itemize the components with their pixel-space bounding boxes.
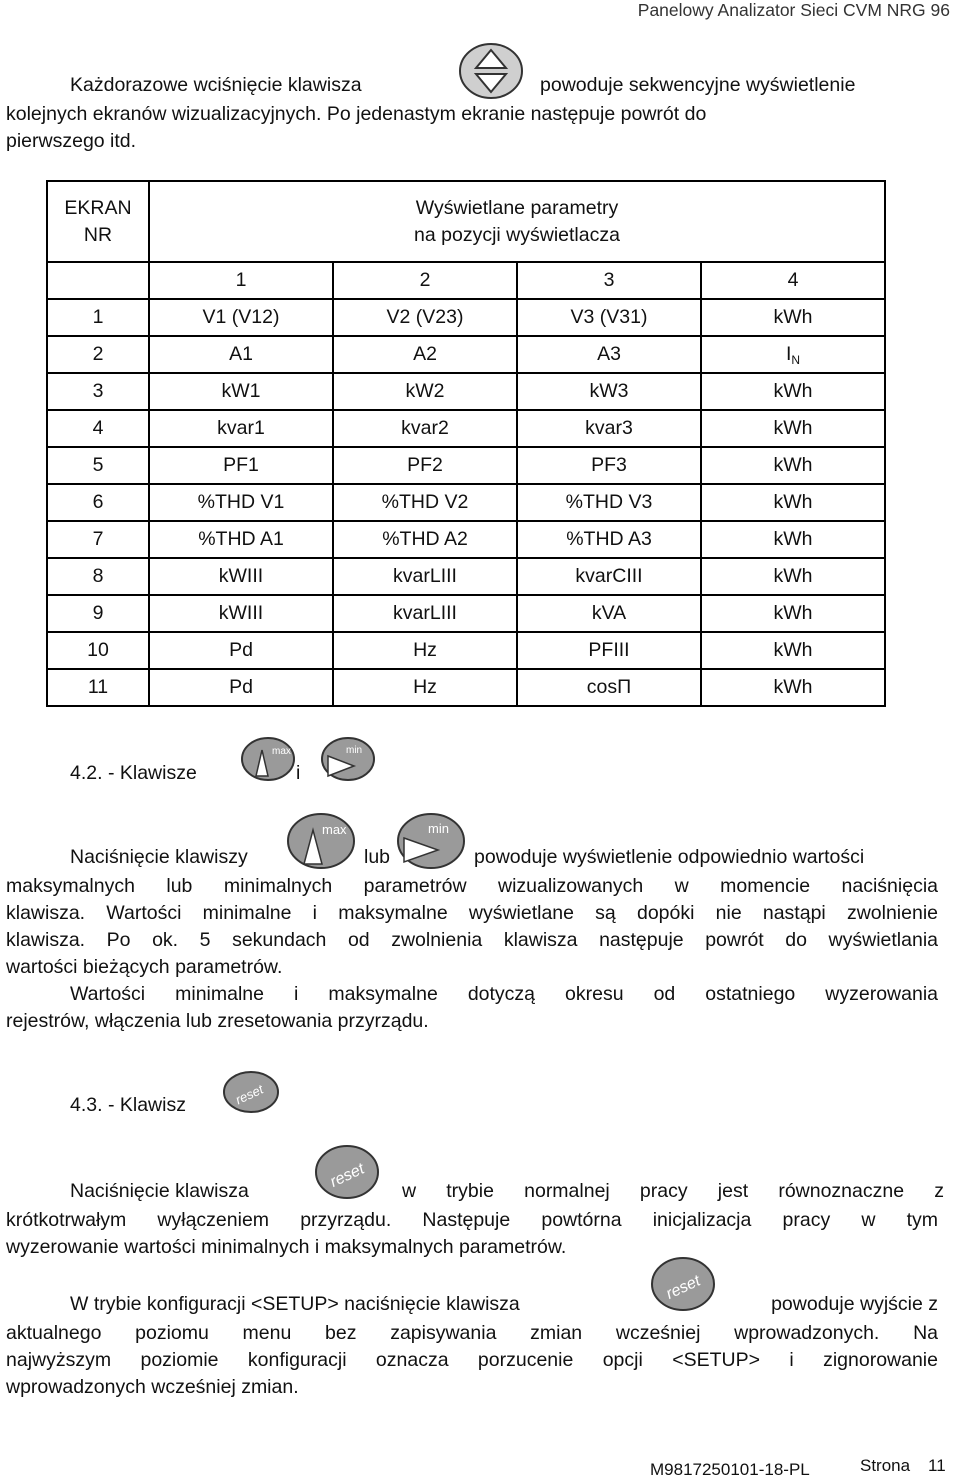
text: powoduje wyjście z (771, 1293, 938, 1315)
cell-text: Pd (229, 676, 253, 698)
section-4-3-paragraph-2 (6, 1320, 938, 1401)
cell-text: kWIII (218, 565, 264, 587)
para-line: krótkotrwałym wyłączeniem przyrządu. Następuje powtórna inicjalizacja pracy w tym (6, 1209, 938, 1231)
para-line: klawisza. Po ok. 5 sekundach od zwolnienia klawisza następuje powrót do wyświetlania (6, 929, 938, 951)
position-header: 1 (149, 262, 333, 299)
para-line: najwyższym poziomie konfiguracji oznacza porzucenie opcji <SETUP> i zignorowanie (6, 1349, 938, 1371)
section-4-2-title: 4.2. - Klawisze (70, 762, 197, 784)
parameter-cell (517, 669, 701, 706)
para-line: wartości bieżących parametrów. (6, 956, 283, 978)
parameter-cell (149, 521, 333, 558)
reset-key-label: reset (663, 1272, 704, 1303)
parameter-cell (701, 484, 885, 521)
cell-text: V3 (V31) (570, 306, 648, 328)
cell-text: kW1 (221, 380, 261, 402)
text: Naciśnięcie klawisza (70, 1180, 249, 1202)
reset-key-icon (314, 1144, 380, 1200)
max-key-label: max (272, 746, 291, 757)
header-line: Wyświetlane parametry (415, 196, 619, 219)
cell-text: Hz (413, 639, 437, 661)
cell-text: kWh (773, 676, 813, 698)
max-key-label: max (322, 822, 347, 837)
cell-text: kW2 (405, 380, 445, 402)
screen-number-cell (47, 373, 149, 410)
cell-text: 6 (92, 491, 104, 513)
para-line: wyzerowanie wartości minimalnych i maksymalnych parametrów. (6, 1236, 567, 1258)
cell-text: kWh (773, 639, 813, 661)
word: do (684, 103, 707, 125)
table-row (47, 521, 885, 558)
page-header: Panelowy Analizator Sieci CVM NRG 96 (637, 0, 950, 20)
cell-text: I (785, 342, 792, 365)
parameter-cell (701, 558, 885, 595)
parameter-cell (149, 632, 333, 669)
parameter-cell (517, 484, 701, 521)
cell-text: kWh (773, 417, 813, 439)
cell-text: %THD V2 (381, 491, 469, 513)
parameter-cell (701, 595, 885, 632)
table-row (47, 669, 885, 706)
word: jedenastym (356, 103, 456, 125)
parameter-cell (149, 447, 333, 484)
reset-key-label: reset (327, 1160, 368, 1191)
para-line: wprowadzonych wcześniej zmian. (6, 1376, 299, 1398)
parameter-cell (149, 595, 333, 632)
intro-paragraph (6, 101, 938, 155)
para-line: aktualnego poziomu menu bez zapisywania zmian wcześniej wprowadzonych. Na (6, 1322, 938, 1344)
table-row (47, 484, 885, 521)
table-row (47, 558, 885, 595)
blank-cell (47, 262, 149, 299)
parameter-cell (333, 595, 517, 632)
cell-text: kVA (591, 602, 627, 624)
cell-text: A1 (229, 343, 253, 365)
cell-text: kvar3 (585, 417, 633, 439)
screen-number-cell (47, 669, 149, 706)
cell-text: %THD A3 (566, 528, 652, 550)
parameter-cell (517, 558, 701, 595)
para-line: Wartości minimalne i maksymalne dotyczą okresu od ostatniego wyzerowania (70, 983, 938, 1005)
word: następuje (530, 103, 616, 125)
max-key-icon (286, 812, 356, 870)
cell-text: kWh (773, 491, 813, 513)
cell-text: A3 (597, 343, 621, 365)
cell-text: kvar2 (401, 417, 449, 439)
cell-text: %THD A2 (382, 528, 468, 550)
cell-text: kvarLIII (393, 565, 457, 587)
parameter-cell (517, 410, 701, 447)
text: powoduje wyświetlenie odpowiednio wartości (474, 846, 865, 868)
reset-key-label: reset (233, 1081, 266, 1108)
cell-text: %THD A1 (198, 528, 284, 550)
position-header: 2 (333, 262, 517, 299)
cell-text: kvarCIII (575, 565, 643, 587)
cell-text: 11 (87, 676, 109, 698)
parameter-cell (701, 410, 885, 447)
parameter-cell (149, 336, 333, 373)
cell-text: Hz (413, 676, 437, 698)
cell-text: PF1 (223, 454, 259, 476)
parameter-cell (701, 521, 885, 558)
screen-number-cell (47, 521, 149, 558)
screen-number-cell (47, 410, 149, 447)
screen-number-cell (47, 595, 149, 632)
min-key-icon (396, 812, 466, 870)
min-key-icon (320, 736, 376, 782)
para-line: maksymalnych lub minimalnych parametrów wizualizowanych w momencie naciśnięcia (6, 875, 938, 897)
para-line: klawisza. Wartości minimalne i maksymalne wyświetlane są dopóki nie nastąpi zwolnienie (6, 902, 938, 924)
parameter-cell (333, 373, 517, 410)
parameter-cell (701, 336, 885, 373)
parameter-cell (701, 373, 885, 410)
parameter-cell (701, 299, 885, 336)
header-line: NR (83, 223, 113, 246)
parameter-cell (149, 669, 333, 706)
cell-text: kWh (773, 306, 813, 328)
section-4-3-title: 4.3. - Klawisz (70, 1094, 186, 1116)
table-row (47, 447, 885, 484)
screen-number-cell (47, 632, 149, 669)
cell-text: Pd (229, 639, 253, 661)
word: wizualizacyjnych. (171, 103, 322, 125)
parameter-cell (333, 299, 517, 336)
cell-text: A2 (413, 343, 437, 365)
header-line: EKRAN (64, 196, 132, 219)
group-header (149, 181, 885, 262)
text: w trybie normalnej pracy jest równoznaczne z (402, 1180, 944, 1202)
parameter-cell (149, 558, 333, 595)
cell-text: 7 (92, 528, 104, 550)
cell-text: PFIII (588, 639, 630, 661)
reset-key-icon (222, 1070, 280, 1114)
cell-text: kWh (773, 528, 813, 550)
word: kolejnych (6, 103, 88, 125)
cell-text: 9 (92, 602, 104, 624)
cell-text: kW3 (589, 380, 629, 402)
footer-page-number: 11 (928, 1456, 946, 1475)
parameter-cell (701, 447, 885, 484)
cell-text: %THD V1 (197, 491, 285, 513)
parameter-cell (333, 558, 517, 595)
parameter-cell (517, 595, 701, 632)
word: ekranów (92, 103, 167, 125)
intro-text-b: powoduje sekwencyjne wyświetlenie (540, 74, 856, 96)
parameter-cell (333, 336, 517, 373)
screen-number-cell (47, 299, 149, 336)
table-row (47, 336, 885, 373)
table-row (47, 299, 885, 336)
min-key-label: min (346, 745, 363, 756)
intro-line-3: pierwszego itd. (6, 130, 137, 152)
parameter-cell (517, 632, 701, 669)
screen-number-cell (47, 484, 149, 521)
section-4-2-paragraph-2 (6, 981, 938, 1035)
subscript: N (791, 352, 801, 367)
word: ekranie (461, 103, 526, 125)
section-4-3-paragraph-1 (6, 1207, 938, 1261)
up-down-key-icon (458, 42, 524, 100)
cell-text: PF3 (591, 454, 627, 476)
header-line: na pozycji wyświetlacza (414, 223, 620, 246)
table-row (47, 632, 885, 669)
parameter-cell (701, 669, 885, 706)
intro-line-2 (6, 101, 938, 128)
cell-text: 4 (92, 417, 104, 439)
cell-text: %THD V3 (565, 491, 653, 513)
parameter-cell (149, 484, 333, 521)
cell-text: V1 (V12) (202, 306, 280, 328)
parameter-cell (333, 484, 517, 521)
table-row (47, 373, 885, 410)
cell-text: cosΠ (586, 676, 632, 698)
reset-key-icon (650, 1256, 716, 1312)
cell-text: kWh (773, 454, 813, 476)
cell-text: 2 (92, 343, 104, 365)
position-header: 4 (701, 262, 885, 299)
footer-code: M9817250101-18-PL (650, 1460, 810, 1479)
cell-text: PF2 (407, 454, 443, 476)
position-header: 3 (517, 262, 701, 299)
table-row (47, 595, 885, 632)
cell-text: 10 (87, 639, 109, 661)
cell-text: kWh (773, 565, 813, 587)
parameter-cell (517, 447, 701, 484)
section-4-2-and: i (296, 762, 301, 784)
cell-text: V2 (V23) (386, 306, 464, 328)
text: Naciśnięcie klawiszy (70, 846, 248, 868)
word: powrót (620, 103, 680, 125)
parameter-cell (517, 521, 701, 558)
screen-number-cell (47, 447, 149, 484)
text: lub (364, 846, 391, 868)
parameter-cell (149, 299, 333, 336)
word: Po (326, 103, 351, 125)
cell-text: kWIII (218, 602, 264, 624)
parameter-cell (333, 410, 517, 447)
parameter-cell (333, 447, 517, 484)
parameter-cell (333, 669, 517, 706)
parameter-cell (517, 373, 701, 410)
screen-number-cell (47, 558, 149, 595)
section-4-2-paragraph (6, 873, 938, 981)
cell-text: kvarLIII (393, 602, 457, 624)
table-row (47, 410, 885, 447)
screen-number-cell (47, 336, 149, 373)
col-header-screen (47, 181, 149, 262)
parameter-cell (517, 336, 701, 373)
parameter-cell (701, 632, 885, 669)
cell-text: 1 (92, 306, 104, 328)
parameter-cell (333, 632, 517, 669)
screen-table (46, 180, 886, 707)
cell-text: kvar1 (217, 417, 265, 439)
cell-text: 8 (92, 565, 104, 587)
cell-text: kWh (773, 380, 813, 402)
para-line: rejestrów, włączenia lub zresetowania przyrządu. (6, 1010, 429, 1032)
footer-page-label: Strona (860, 1456, 911, 1475)
cell-text: kWh (773, 602, 813, 624)
parameter-cell (149, 410, 333, 447)
cell-text: 3 (92, 380, 104, 402)
min-key-label: min (428, 821, 449, 836)
parameter-cell (333, 521, 517, 558)
cell-text: 5 (92, 454, 104, 476)
text: W trybie konfiguracji <SETUP> naciśnięcie klawisza (70, 1293, 520, 1315)
intro-text-a: Każdorazowe wciśnięcie klawisza (70, 74, 362, 96)
parameter-cell (517, 299, 701, 336)
parameter-cell (149, 373, 333, 410)
max-key-icon (240, 736, 296, 782)
